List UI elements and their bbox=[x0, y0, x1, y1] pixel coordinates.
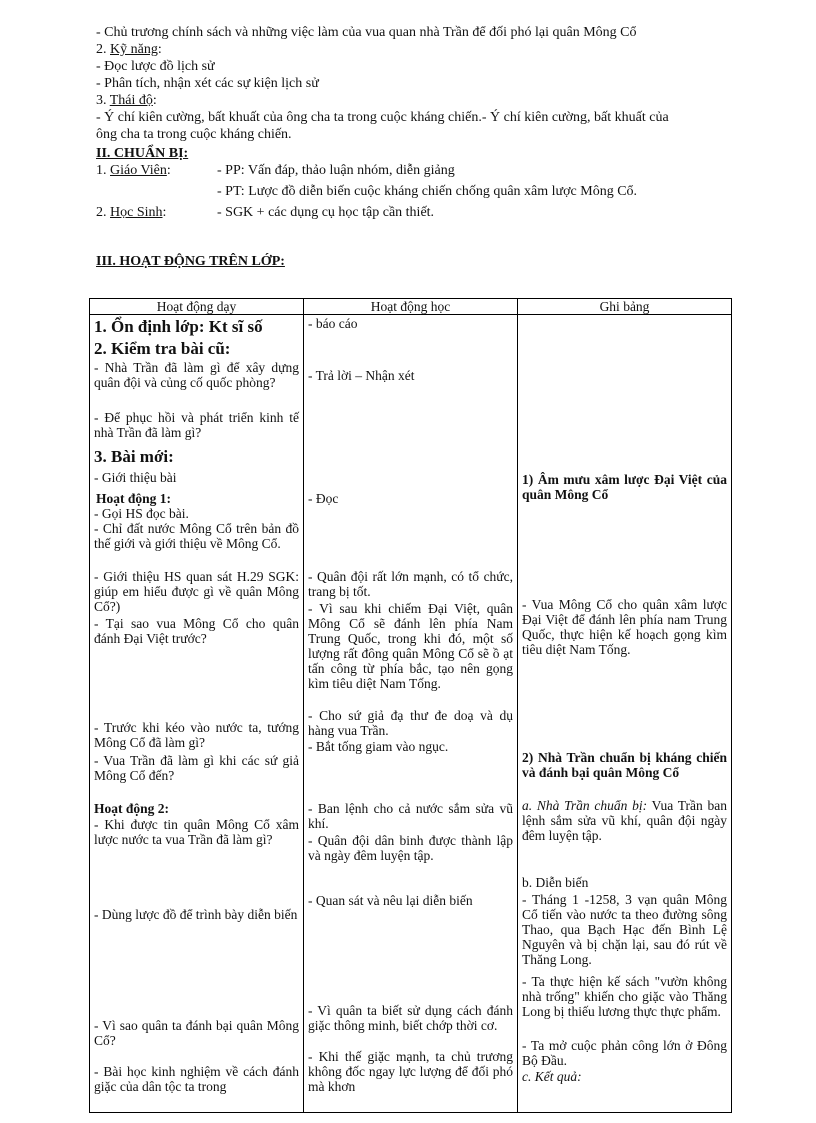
activity-2-title: Hoạt động 2: bbox=[94, 801, 170, 816]
learning-step: - Khi thế giặc mạnh, ta chủ trương không đốc ngay lực lượng để đối phó mà khơn bbox=[308, 1049, 513, 1094]
section-1: 1. Ổn định lớp: Kt sĩ số bbox=[94, 317, 263, 336]
header-board: Ghi bảng bbox=[518, 299, 732, 315]
board-note: - Ta mở cuộc phản công lớn ở Đông Bộ Đầu. bbox=[522, 1038, 727, 1068]
header-learning: Hoạt động học bbox=[304, 299, 518, 315]
board-subheading: b. Diễn biến bbox=[522, 875, 589, 890]
board-note: - Vua Mông Cổ cho quân xâm lược Đại Việt để đánh lên phía nam Trung Quốc, thực hiện kế hoạch gọng kìm tiêu diệt Nam Tống. bbox=[522, 597, 727, 657]
board-heading-1: 1) Âm mưu xâm lược Đại Việt của quân Mông Cổ bbox=[522, 472, 727, 502]
teaching-step: - Dùng lược đồ để trình bày diễn biến bbox=[94, 907, 298, 922]
lesson-page bbox=[96, 24, 756, 270]
learning-step: - Ban lệnh cho cả nước sắm sửa vũ khí. bbox=[308, 801, 513, 831]
skills-heading: 2. Kỹ năng: bbox=[96, 42, 162, 57]
teaching-step: - Tại sao vua Mông Cổ cho quân đánh Đại Việt trước? bbox=[94, 616, 299, 646]
teaching-step: - Khi được tin quân Mông Cổ xâm lược nước ta vua Trần đã làm gì? bbox=[94, 817, 299, 847]
learning-step: - Quân đội rất lớn mạnh, có tổ chức, trang bị tốt. bbox=[308, 569, 513, 599]
teacher-row: 1. Giáo Viên: - PP: Vấn đáp, thảo luận nhóm, diễn giảng bbox=[96, 163, 455, 178]
teaching-step: - Trước khi kéo vào nước ta, tướng Mông Cổ đã làm gì? bbox=[94, 720, 299, 750]
board-note: - Tháng 1 -1258, 3 vạn quân Mông Cổ tiến vào nước ta theo đường sông Thao, qua Bạch Hạc đến Bình Lệ Nguyên và bị chặn lại, sau đó rút về Thăng Long. bbox=[522, 892, 727, 967]
skill-item: - Phân tích, nhận xét các sự kiện lịch sử bbox=[96, 76, 319, 91]
teaching-step: - Gọi HS đọc bài. bbox=[94, 506, 189, 521]
teaching-step: - Chỉ đất nước Mông Cổ trên bản đồ thế giới và giới thiệu về Mông Cổ. bbox=[94, 521, 299, 551]
attitude-text: - Ý chí kiên cường, bất khuất của ông cha ta trong cuộc kháng chiến.- Ý chí kiên cường, bất khuất của bbox=[96, 110, 669, 125]
skill-item: - Đọc lược đồ lịch sử bbox=[96, 59, 215, 74]
activity-1-title: Hoạt động 1: bbox=[96, 491, 172, 506]
teaching-step: - Vì sao quân ta đánh bại quân Mông Cổ? bbox=[94, 1018, 299, 1048]
intro: - Giới thiệu bài bbox=[94, 470, 177, 485]
student-row: 2. Học Sinh: - SGK + các dụng cụ học tập cần thiết. bbox=[96, 205, 435, 220]
board-note: - Ta thực hiện kế sách "vườn không nhà trống" khiến cho giặc vào Thăng Long bị thiếu lương thực thực phẩm. bbox=[522, 974, 727, 1019]
objective-knowledge: - Chủ trương chính sách và những việc làm của vua quan nhà Trần để đối phó lại quân Mông Cổ bbox=[96, 25, 637, 40]
learning-step: - Quân đội dân binh được thành lập và ngày đêm luyện tập. bbox=[308, 833, 513, 863]
section-3: 3. Bài mới: bbox=[94, 447, 174, 466]
teaching-step: - Giới thiệu HS quan sát H.29 SGK: giúp em hiểu được gì về quân Mông Cổ?) bbox=[94, 569, 299, 614]
learning-step: - Cho sứ giả đạ thư đe doạ và dụ hàng vua Trần. bbox=[308, 708, 513, 738]
teaching-column bbox=[90, 315, 304, 1113]
teaching-step: - Vua Trần đã làm gì khi các sứ giả Mông Cổ đến? bbox=[94, 753, 299, 783]
preparation-title: II. CHUẨN BỊ: bbox=[96, 146, 189, 161]
question: - Nhà Trần đã làm gì để xây dựng quân đội và củng cố quốc phòng? bbox=[94, 360, 299, 390]
learning-step: - báo cáo bbox=[308, 316, 358, 331]
activities-title: III. HOẠT ĐỘNG TRÊN LỚP: bbox=[96, 254, 285, 269]
section-2: 2. Kiểm tra bài cũ: bbox=[94, 339, 231, 358]
attitude-text: ông cha ta trong cuộc kháng chiến. bbox=[96, 127, 292, 142]
activities-table bbox=[89, 298, 732, 1113]
question: - Để phục hồi và phát triển kinh tế nhà Trần đã làm gì? bbox=[94, 410, 299, 440]
attitude-heading: 3. Thái độ: bbox=[96, 93, 157, 108]
learning-step: - Vì sau khi chiếm Đại Việt, quân Mông Cổ sẽ đánh lên phía Nam Trung Quốc, trong khi đó, một số lượng rất đông quân Mông Cổ sẽ ồ ạt tấn công từ phía bắc, tạo nên gọng kìm tiêu diệt Nam Tống. bbox=[308, 601, 513, 691]
teacher-row-2: - PT: Lược đồ diễn biến cuộc kháng chiến chống quân xâm lược Mông Cổ. bbox=[217, 184, 638, 199]
board-note: a. Nhà Trần chuẩn bị: Vua Trần ban lệnh sắm sửa vũ khí, quân đội ngày đêm luyện tập. bbox=[522, 798, 727, 843]
learning-step: - Đọc bbox=[308, 491, 339, 506]
learning-step: - Bắt tống giam vào ngục. bbox=[308, 739, 449, 754]
header-teaching: Hoạt động dạy bbox=[90, 299, 304, 315]
learning-step: - Vì quân ta biết sử dụng cách đánh giặc thông minh, biết chớp thời cơ. bbox=[308, 1003, 513, 1033]
learning-step: - Trả lời – Nhận xét bbox=[308, 368, 415, 383]
board-subheading: c. Kết quả: bbox=[522, 1069, 582, 1084]
learning-step: - Quan sát và nêu lại diễn biến bbox=[308, 893, 473, 908]
learning-column bbox=[304, 315, 518, 1113]
board-column bbox=[518, 315, 732, 1113]
board-heading-2: 2) Nhà Trần chuẩn bị kháng chiến và đánh bại quân Mông Cổ bbox=[522, 750, 727, 780]
teaching-step: - Bài học kinh nghiệm về cách đánh giặc của dân tộc ta trong bbox=[94, 1064, 299, 1094]
